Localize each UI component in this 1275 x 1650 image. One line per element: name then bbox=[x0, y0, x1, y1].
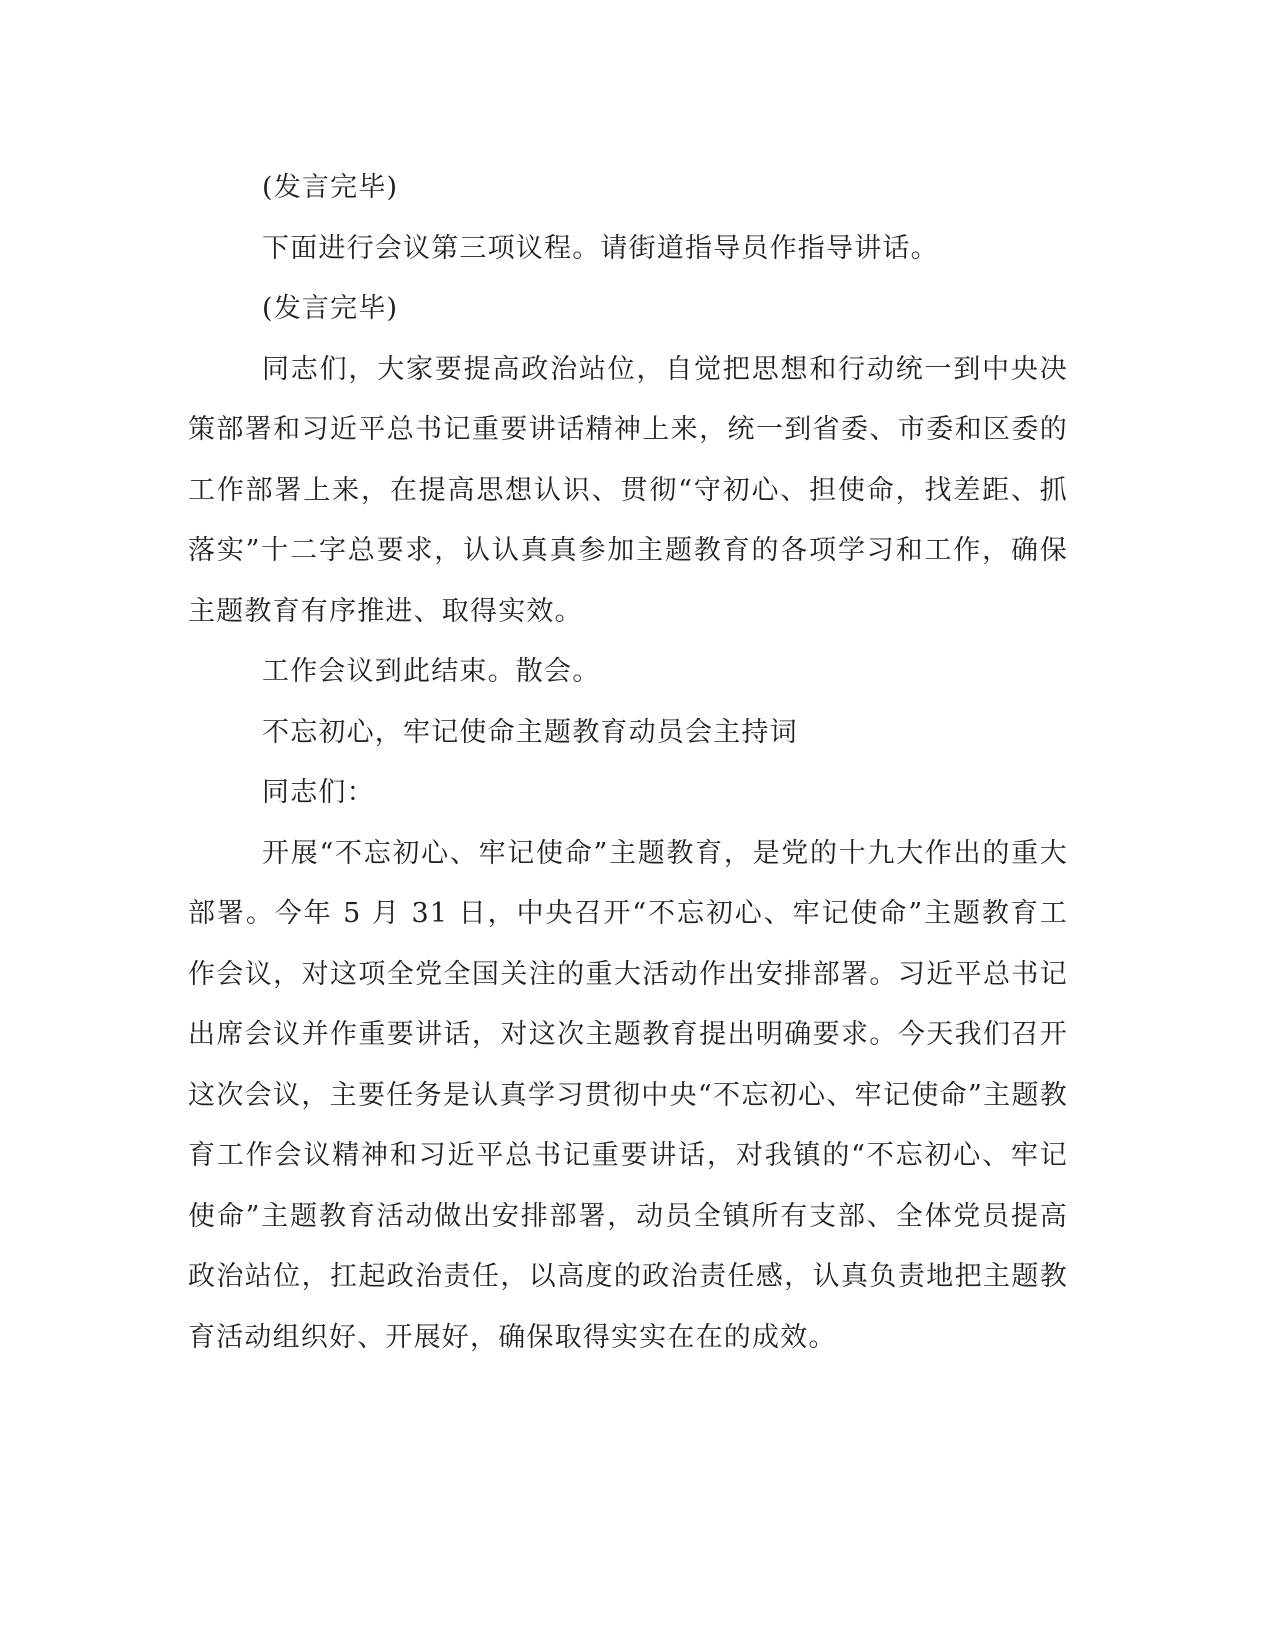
paragraph-speech-end-2: (发言完毕) bbox=[262, 293, 399, 324]
paragraph-agenda-item-three: 下面进行会议第三项议程。请街道指导员作指导讲话。 bbox=[262, 232, 939, 264]
section-title: 不忘初心，牢记使命主题教育动员会主持词 bbox=[262, 716, 798, 748]
paragraph-opening-statement: 开展“不忘初心、牢记使命”主题教育，是党的十九大作出的重大部署。今年 5 月 31 日，中央召开“不忘初心、牢记使命”主题教育工作会议，对这项全党全国关注的重大活动作出安排部署。习近平总书记出席会议并作重要讲话，对这次主题教育提出明确要求。今天我们召开这次会议，主要任务是认真学习贯彻中央“不忘初心、牢记使命”主题教育工作会议精神和习近平总书记重要讲话，对我镇的“不忘初心、牢记使命”主题教育活动做出安排部署，动员全镇所有支部、全体党员提高政治站位，扛起政治责任，以高度的政治责任感，认真负责地把主题教育活动组织好、开展好，确保取得实实在在的成效。 bbox=[188, 837, 1068, 1353]
paragraph-closing-remarks: 同志们，大家要提高政治站位，自觉把思想和行动统一到中央决策部署和习近平总书记重要讲话精神上来，统一到省委、市委和区委的工作部署上来，在提高思想认识、贯彻“守初心、担使命，找差距、抓落实”十二字总要求，认认真真参加主题教育的各项学习和工作，确保主题教育有序推进、取得实效。 bbox=[188, 353, 1068, 627]
paragraph-speech-end-1: (发言完毕) bbox=[262, 172, 399, 203]
salutation: 同志们： bbox=[262, 777, 375, 808]
paragraph-meeting-adjourned: 工作会议到此结束。散会。 bbox=[262, 656, 601, 687]
document-body bbox=[188, 158, 1068, 1368]
